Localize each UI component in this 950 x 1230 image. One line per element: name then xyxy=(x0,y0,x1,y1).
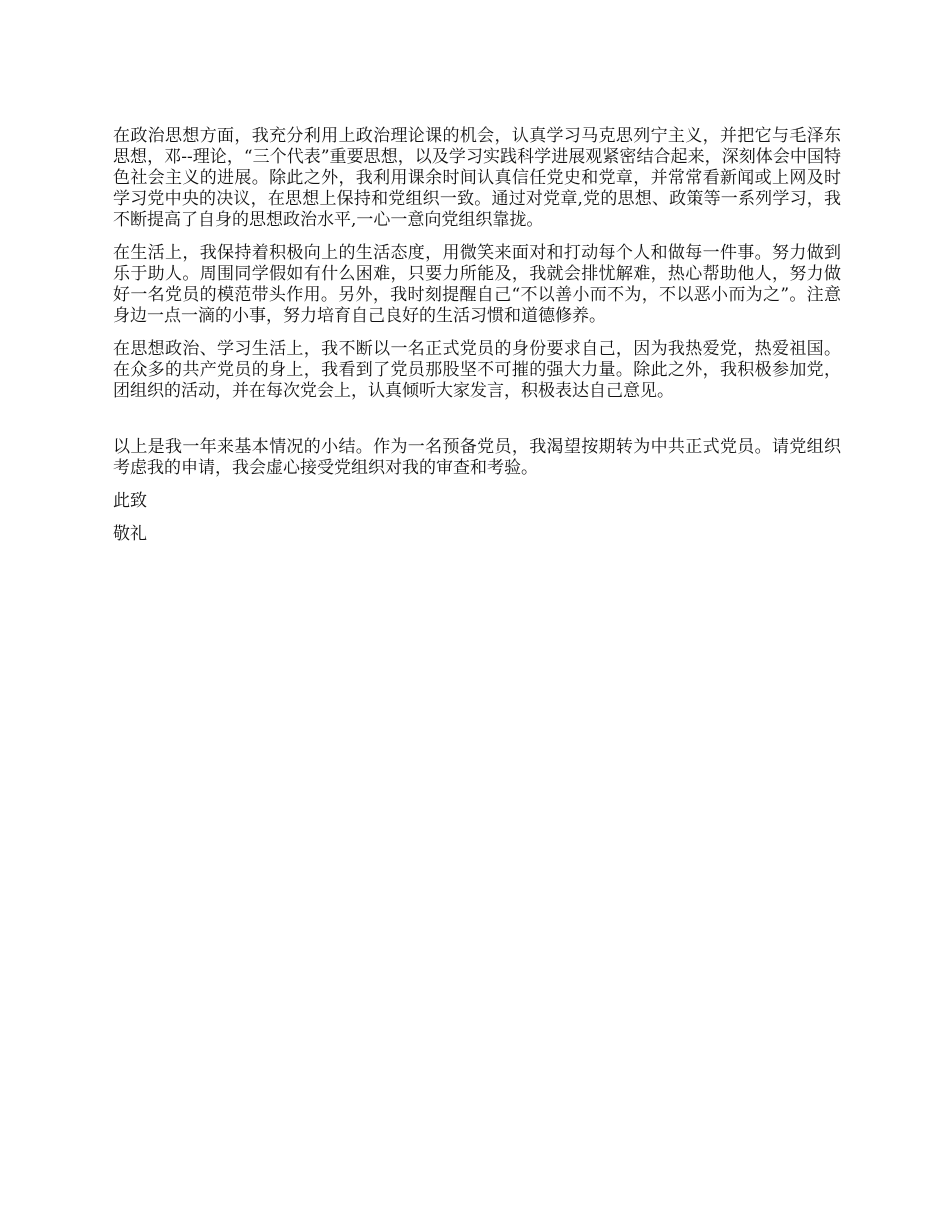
closing-regards: 敬礼 xyxy=(113,524,147,544)
paragraph-political-thought: 在政治思想方面，我充分利用上政治理论课的机会，认真学习马克思列宁主义，并把它与毛泽东思想，邓--理论，“三个代表”重要思想，以及学习实践科学进展观紧密结合起来，深刻体会中国特色社会主义的进展。除此之外，我利用课余时间认真信任党史和党章，并常常看新闻或上网及时学习党中央的决议，在思想上保持和党组织一致。通过对党章,党的思想、政策等一系列学习，我不断提高了自身的思想政治水平,一心一意向党组织靠拢。 xyxy=(113,126,841,230)
paragraph-summary: 以上是我一年来基本情况的小结。作为一名预备党员，我渴望按期转为中共正式党员。请党组织考虑我的申请，我会虚心接受党组织对我的审查和考验。 xyxy=(113,437,841,478)
closing-salutation: 此致 xyxy=(113,491,147,511)
paragraph-daily-life: 在生活上，我保持着积极向上的生活态度，用微笑来面对和打动每个人和做每一件事。努力做到乐于助人。周围同学假如有什么困难，只要力所能及，我就会排忧解难，热心帮助他人，努力做好一名党员的模范带头作用。另外，我时刻提醒自己“不以善小而不为，不以恶小而为之”。注意身边一点一滴的小事，努力培育自己良好的生活习惯和道德修养。 xyxy=(113,243,841,326)
blank-line xyxy=(113,414,841,437)
paragraph-study-life: 在思想政治、学习生活上，我不断以一名正式党员的身份要求自己，因为我热爱党，热爱祖国。在众多的共产党员的身上，我看到了党员那股坚不可摧的强大力量。除此之外，我积极参加党，团组织的活动，并在每次党会上，认真倾听大家发言，积极表达自己意见。 xyxy=(113,339,841,401)
document-body xyxy=(113,126,841,557)
